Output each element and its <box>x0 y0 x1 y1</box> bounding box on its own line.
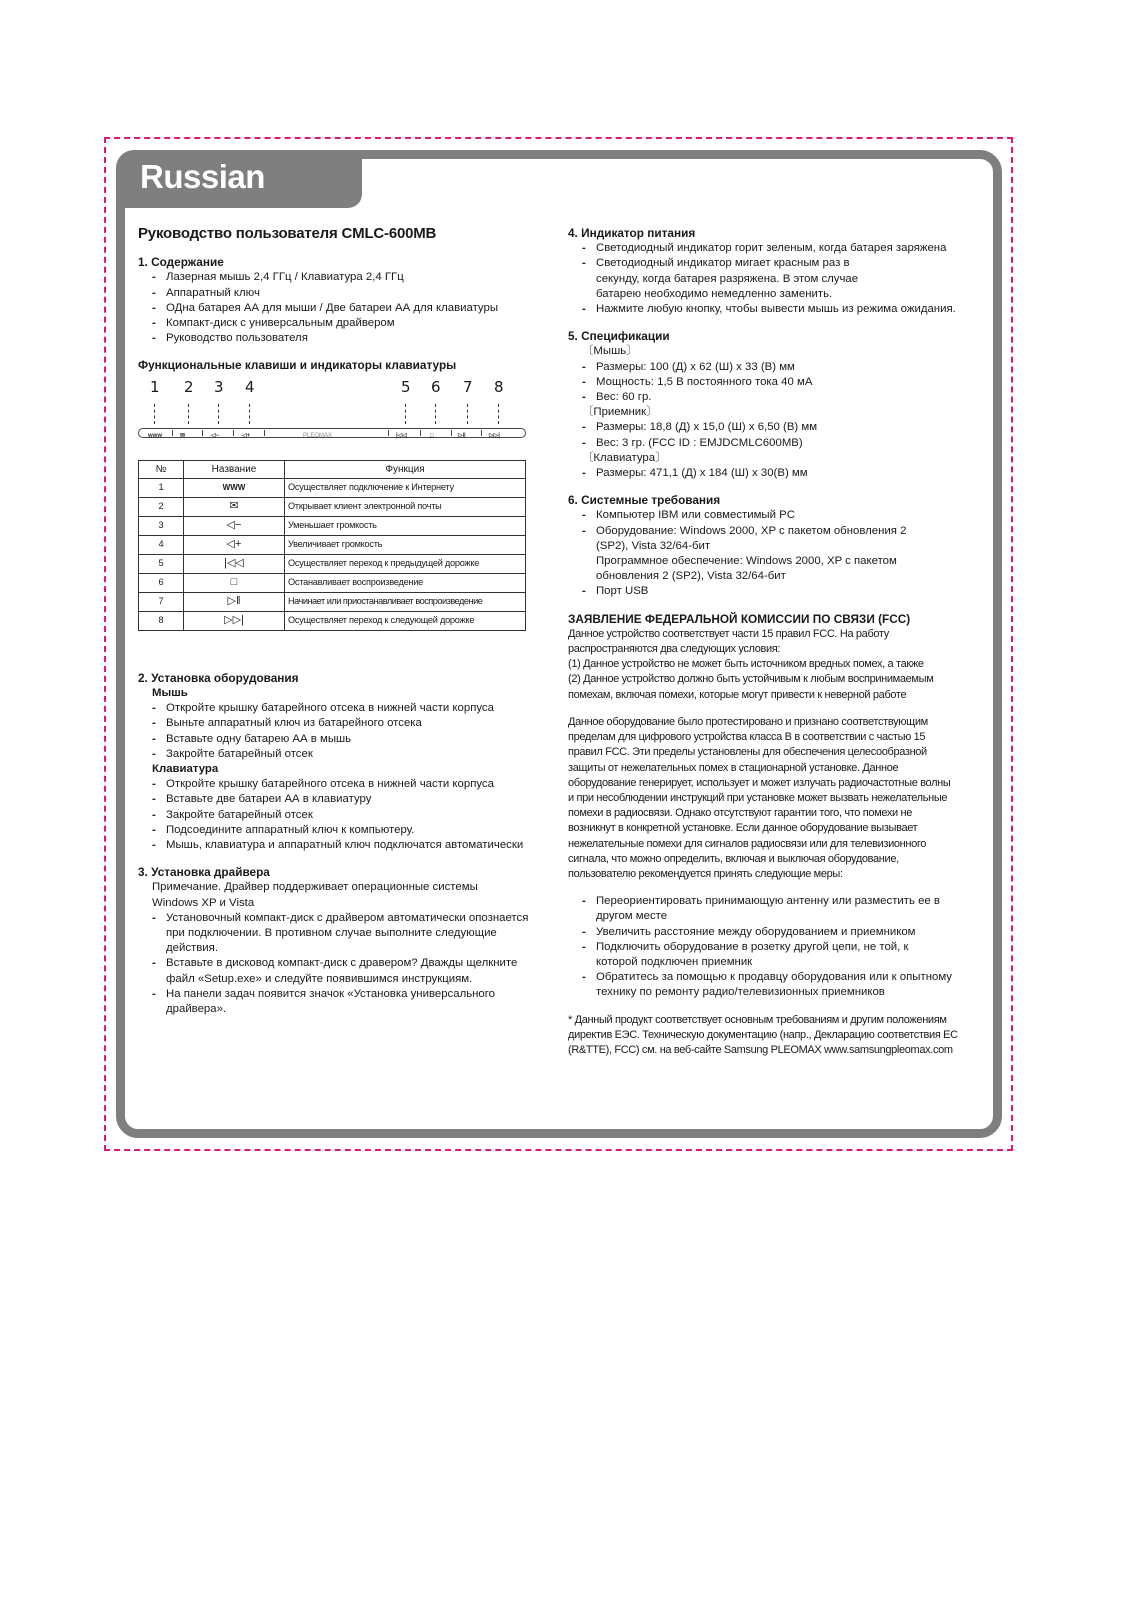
stop-key-icon: □ <box>430 433 434 440</box>
driver-note: Примечание. Драйвер поддерживает операционные системы Windows XP и Vista <box>152 881 478 909</box>
key-number: 7 <box>463 377 473 396</box>
next-track-icon: ▷▷| <box>184 611 285 630</box>
software-requirement: Программное обеспечение: Windows 2000, XP с пакетом обновления 2 (SP2), Vista 32/64-бит <box>596 555 897 583</box>
mouse-spec-label: 〔Мышь〕 <box>582 345 638 358</box>
list-item: - Порт USB <box>582 584 962 599</box>
table-row <box>139 535 526 554</box>
list-item: - Откройте крышку батарейного отсека в нижней части корпуса <box>152 777 548 792</box>
mail-key-icon: ✉ <box>180 433 186 440</box>
next-key-icon: ▷▷| <box>489 433 500 440</box>
row-number: 2 <box>139 497 184 516</box>
driver-install-list <box>138 911 532 1017</box>
keyboard-strip-diagram <box>138 377 526 442</box>
row-number: 8 <box>139 611 184 630</box>
compliance-footnote: * Данный продукт соответствует основным требованиям и другим положениям директив ЕЭС. Техническую документацию (напр., Декларацию соответствия EC (R&TTE), FCC) см. на веб-сайте Samsung PLEOMAX www.samsungpleomax.com <box>568 1013 958 1056</box>
function-keys-heading: Функциональные клавиши и индикаторы клавиатуры <box>138 358 457 373</box>
list-item: - Установочный компакт-диск с драйвером автоматически опознается при подключении. В противном случае выполните следующие действия. <box>152 911 532 957</box>
leader-line <box>249 404 250 424</box>
key-number: 1 <box>150 377 160 396</box>
table-row <box>139 497 526 516</box>
fcc-measures-list <box>568 894 972 1000</box>
list-item: - Вставьте в дисковод компакт-диск с дравером? Дважды щелкните файл «Setup.exe» и следуйте появившимся инструкциям. <box>152 956 532 986</box>
list-item: - Закройте батарейный отсек <box>152 747 548 762</box>
leader-line <box>188 404 189 424</box>
row-function: Осуществляет переход к следующей дорожке <box>285 611 526 630</box>
table-row <box>139 478 526 497</box>
keyboard-install-list <box>138 777 548 853</box>
key-number: 2 <box>184 377 194 396</box>
list-item: - Мощность: 1,5 В постоянного тока 40 мА <box>582 375 988 390</box>
power-indicator-heading: 4. Индикатор питания <box>568 226 696 240</box>
row-function: Увеличивает громкость <box>285 535 526 554</box>
right-column <box>568 226 988 1058</box>
list-item <box>582 524 962 585</box>
row-number: 6 <box>139 573 184 592</box>
receiver-spec-list <box>568 420 988 450</box>
row-number: 4 <box>139 535 184 554</box>
mouse-install-list <box>138 701 548 762</box>
list-item: - Размеры: 471,1 (Д) x 184 (Ш) x 30(В) мм <box>582 466 988 481</box>
fcc-intro: Данное устройство соответствует части 15 правил FCC. На работу распространяются два следующих условия: <box>568 627 889 656</box>
list-item: - Вес: 3 гр. (FCC ID : EMJDCMLC600MB) <box>582 436 988 451</box>
list-item: - Размеры: 18,8 (Д) x 15,0 (Ш) x 6,50 (В) мм <box>582 420 988 435</box>
row-function: Начинает или приостанавливает воспроизведение <box>285 592 526 611</box>
stop-icon: □ <box>184 573 285 592</box>
language-tab-label: Russian <box>140 158 265 195</box>
contents-list <box>138 270 548 346</box>
fcc-paragraph: Данное оборудование было протестировано и признано соответствующим пределам для цифрового устройства класса B в соответствии с частью 15 правил FCC. Эти пределы установлены для обеспечения целесообразной защиты от нежелательных помех в стационарной установке. Данное оборудование генерирует, использует и может излучать радиочастотные волны и при несоблюдении инструкций при установке может вызвать нежелательные помехи в радиосвязи. Однако отсутствуют гарантии того, что помехи не возникнут в конкретной установке. Если данное оборудование вызывает нежелательные помехи для сигналов радиосвязи или для телевизионного сигнала, что можно определить, включая и выключая оборудование, пользователю рекомендуется принять следующие меры: <box>568 715 951 880</box>
fcc-heading: ЗАЯВЛЕНИЕ ФЕДЕРАЛЬНОЙ КОМИССИИ ПО СВЯЗИ (FCC) <box>568 611 911 626</box>
previous-key-icon: |◁◁ <box>396 433 407 440</box>
hardware-requirement: - Оборудование: Windows 2000, XP с пакетом обновления 2 (SP2), Vista 32/64-бит <box>596 524 907 552</box>
leader-line <box>405 404 406 424</box>
column-header: Название <box>184 460 285 478</box>
power-indicator-list <box>568 241 962 317</box>
list-item: - Компьютер IBM или совместимый PC <box>582 508 962 523</box>
column-header: № <box>139 460 184 478</box>
system-requirements-heading: 6. Системные требования <box>568 493 721 508</box>
list-item: - ОДна батарея АА для мыши / Две батареи АА для клавиатуры <box>152 301 548 316</box>
row-function: Уменьшает громкость <box>285 516 526 535</box>
key-number: 8 <box>494 377 504 396</box>
leader-line <box>218 404 219 424</box>
row-number: 5 <box>139 554 184 573</box>
row-number: 7 <box>139 592 184 611</box>
www-icon: WWW <box>184 478 285 497</box>
list-item: - Вставьте одну батарею АА в мышь <box>152 732 548 747</box>
system-requirements-list <box>568 508 962 599</box>
list-item: - Закройте батарейный отсек <box>152 808 548 823</box>
mouse-spec-list <box>568 360 988 406</box>
list-item: - Мышь, клавиатура и аппаратный ключ подключатся автоматически <box>152 838 548 853</box>
list-item: - Вставьте две батареи АА в клавиатуру <box>152 792 548 807</box>
www-key-label: www <box>148 433 163 440</box>
keyboard-spec-label: 〔Клавиатура〕 <box>582 451 667 464</box>
list-item: - Нажмите любую кнопку, чтобы вывести мышь из режима ожидания. <box>582 302 962 317</box>
volume-down-key-icon: ◁− <box>211 433 220 440</box>
leader-line <box>467 404 468 424</box>
key-number: 5 <box>401 377 411 396</box>
key-number: 3 <box>214 377 224 396</box>
row-function: Останавливает воспроизведение <box>285 573 526 592</box>
table-row <box>139 554 526 573</box>
fcc-condition-2: (2) Данное устройство должно быть устойчивым к любым воспринимаемым помехам, включая помехи, которые могут привести к неверной работе <box>568 673 934 701</box>
list-item: - Подключить оборудование в розетку другой цепи, не той, к которой подключен приемник <box>582 940 936 970</box>
list-item: - Вес: 60 гр. <box>582 390 988 405</box>
key-number: 6 <box>431 377 441 396</box>
table-header-row <box>139 460 526 478</box>
function-keys-table <box>138 460 526 631</box>
row-number: 1 <box>139 478 184 497</box>
driver-install-heading: 3. Установка драйвера <box>138 865 270 880</box>
table-row <box>139 573 526 592</box>
receiver-spec-label: 〔Приемник〕 <box>582 406 658 419</box>
play-pause-icon: ▷‖ <box>184 592 285 611</box>
specifications-heading: 5. Спецификации <box>568 329 670 344</box>
table-row <box>139 516 526 535</box>
key-number: 4 <box>245 377 255 396</box>
list-item: - Увеличить расстояние между оборудованием и приемником <box>582 925 972 940</box>
document-title: Руководство пользователя CMLC-600MB <box>138 225 437 242</box>
mouse-subheading: Мышь <box>152 687 188 700</box>
list-item: - Подсоедините аппаратный ключ к компьютеру. <box>152 823 548 838</box>
leader-line <box>154 404 155 424</box>
list-item: - Светодиодный индикатор горит зеленым, когда батарея заряжена <box>582 241 962 256</box>
volume-up-icon: ◁+ <box>184 535 285 554</box>
list-item: - Выньте аппаратный ключ из батарейного отсека <box>152 716 548 731</box>
table-row <box>139 592 526 611</box>
brand-label: PLEOMAX <box>303 433 333 440</box>
volume-up-key-icon: ◁+ <box>242 433 251 440</box>
column-header: Функция <box>285 460 526 478</box>
row-function: Осуществляет подключение к Интернету <box>285 478 526 497</box>
leader-line <box>498 404 499 424</box>
list-item: - Лазерная мышь 2,4 ГГц / Клавиатура 2,4 ГГц <box>152 270 548 285</box>
row-number: 3 <box>139 516 184 535</box>
volume-down-icon: ◁− <box>184 516 285 535</box>
list-item: - Размеры: 100 (Д) x 62 (Ш) x 33 (В) мм <box>582 360 988 375</box>
list-item: - Компакт-диск с универсальным драйвером <box>152 316 548 331</box>
keyboard-spec-list <box>568 466 988 481</box>
previous-track-icon: |◁◁ <box>184 554 285 573</box>
play-pause-key-icon: ▷‖ <box>458 433 466 440</box>
list-item: - На панели задач появится значок «Установка универсального драйвера». <box>152 987 532 1017</box>
list-item: - Переориентировать принимающую антенну или разместить ее в другом месте <box>582 894 972 924</box>
hardware-install-heading: 2. Установка оборудования <box>138 670 299 685</box>
row-function: Осуществляет переход к предыдущей дорожке <box>285 554 526 573</box>
list-item: - Светодиодный индикатор мигает красным раз в секунду, когда батарея разряжена. В этом случае батарею необходимо немедленно заменить. <box>582 256 896 302</box>
contents-heading: 1. Содержание <box>138 255 224 270</box>
row-function: Открывает клиент электронной почты <box>285 497 526 516</box>
keyboard-subheading: Клавиатура <box>152 763 219 776</box>
list-item: - Руководство пользователя <box>152 331 548 346</box>
fcc-condition-1: (1) Данное устройство не может быть источником вредных помех, а также <box>568 658 924 671</box>
list-item: - Аппаратный ключ <box>152 286 548 301</box>
leader-line <box>435 404 436 424</box>
left-column <box>138 226 548 1017</box>
language-tab <box>116 150 362 208</box>
list-item: - Обратитесь за помощью к продавцу оборудования или к опытному технику по ремонту радио/телевизионных приемников <box>582 970 972 1000</box>
list-item: - Откройте крышку батарейного отсека в нижней части корпуса <box>152 701 548 716</box>
envelope-icon: ✉ <box>184 497 285 516</box>
table-row <box>139 611 526 630</box>
